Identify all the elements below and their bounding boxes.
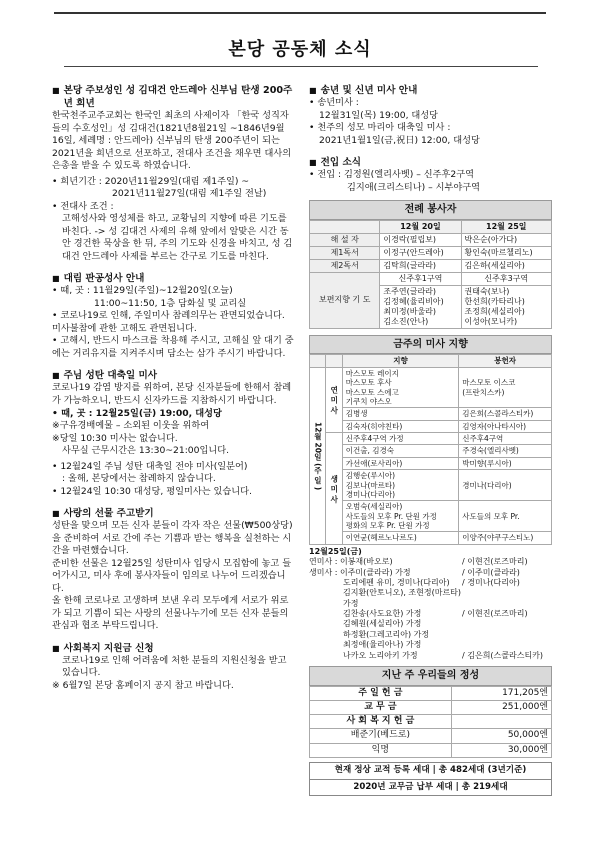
paragraph: 성탄을 맞으며 모든 신자 분들이 각자 작은 선물(₩500상당)을 준비하여 서로 간에 주는 기쁨과 받는 행복을 실천하는 시간을 마련했습니다. xyxy=(52,520,293,557)
intention-text: 오범숙(세실리아) 사도들의 모후 Pr. 단원 가정 평화의 모후 Pr. 단원 가정 xyxy=(342,501,459,532)
offerer: 김영자(아나타시아) xyxy=(459,420,552,432)
intention-text: 생미사 : 이주미(클라라) 가정 xyxy=(309,567,411,577)
intention-text: 신주후4구역 가정 xyxy=(342,433,459,445)
group-label: 신주후3구역 xyxy=(461,272,551,285)
section-confession xyxy=(52,272,294,360)
offerer xyxy=(462,630,552,640)
volunteer-name: 조정희(세실리아) xyxy=(464,306,525,316)
volunteer-name: 이경락(필립보) xyxy=(380,233,461,246)
title-divider xyxy=(64,66,538,67)
square-bullet-icon: ■ xyxy=(52,509,60,519)
line: 12월31일(목) 19:00, 대성당 xyxy=(319,109,439,121)
left-column xyxy=(52,84,294,701)
jubilee-period-end: 2021년11월27일(대림 제1주일 전날) xyxy=(112,188,267,200)
section-year-end-mass xyxy=(309,84,552,147)
offerer: / 이주미(클라라) xyxy=(462,567,520,577)
section-transfer-in xyxy=(309,156,552,194)
tithe-households: 2020년 교무금 납부 세대 | 총 219세대 xyxy=(309,780,552,797)
offerer: 이양주(야쿠구스티노) xyxy=(459,532,552,544)
line: • 12월24일 주님 성탄 대축일 전야 미사(일분어) xyxy=(52,460,248,472)
offerer: 경미나(다리아) xyxy=(459,470,552,501)
section-christmas-mass xyxy=(52,369,294,498)
offering-amount: 171,205엔 xyxy=(451,686,551,700)
offerer: / 이현진(로즈마리) xyxy=(462,609,528,619)
paragraph: 한국천주교주교회는 한국인 최초의 사제이자 「한국 성직자들의 수호성인」성 김대건(1821년8월21일 ~1846년9월16일, 세례명 : 안드레아) 신부님의 탄생 200주년이 되는 2021년을 희년으로 선포하고, 전대사 조건을 채우면 대사의 은총을 받을 수 있도록 하였습니다. xyxy=(52,110,292,172)
christmas-mass-time: • 때, 곳 : 12월25일(금) 19:00, 대성당 xyxy=(52,407,222,419)
indulgence-condition-label: • 전대사 조건 : xyxy=(52,200,114,212)
square-bullet-icon: ■ xyxy=(52,371,60,381)
line: : 올해, 본당에서는 참례하지 않습니다. xyxy=(62,473,216,485)
volunteer-name: 조주연(글라라) xyxy=(383,286,437,296)
line: 2021년1월1일(금,祝日) 12:00, 대성당 xyxy=(319,134,480,146)
offerer: / 이현건(로즈마리) xyxy=(462,557,528,567)
volunteer-name: 한선희(카타리나) xyxy=(464,296,525,306)
volunteer-name: 박은순(아가다) xyxy=(461,233,551,246)
volunteer-name: 김소진(안나) xyxy=(383,316,429,326)
role-label: 해 설 자 xyxy=(310,233,380,246)
christmas-intentions xyxy=(309,547,552,661)
living-mass-label: 생 미 사 xyxy=(326,433,342,545)
intention-text: 김혜원(세실리아) 가정 xyxy=(343,619,422,629)
offering-table xyxy=(309,686,552,758)
section-heading: 사랑의 선물 주고받기 xyxy=(63,508,154,520)
section-heading: 주님 성탄 대축일 미사 xyxy=(63,370,157,382)
offerer xyxy=(462,640,552,650)
offerer: 사도들의 모후 Pr. xyxy=(459,501,552,532)
intention-text: 이건출, 김경숙 xyxy=(342,445,459,457)
volunteer-name: 이정구(안드레아) xyxy=(380,246,461,259)
jubilee-period: • 희년기간 : 2020년11월29일(대림 제1주일) ~ xyxy=(52,175,250,187)
section-heading: 대림 판공성사 안내 xyxy=(63,273,145,285)
volunteer-name: 김정혜(율리비아) xyxy=(383,296,444,306)
intention-text: 김찬송(사도요한) 가정 xyxy=(343,609,422,619)
offering-label: 사 회 복 지 헌 금 xyxy=(310,715,452,729)
volunteers-table xyxy=(309,220,552,329)
donor-name: 배준기(베드로) xyxy=(310,729,452,743)
volunteer-name: 김탁희(글라라) xyxy=(380,259,461,272)
intentions-table xyxy=(309,354,552,544)
volunteer-name: 권태숙(보나) xyxy=(464,286,510,296)
volunteers-title: 전례 봉사자 xyxy=(309,200,552,220)
section-heading: 본당 주보성인 성 김대건 안드레아 신부님 탄생 200주년 희년 xyxy=(63,85,293,110)
offering-title: 지난 주 우리들의 정성 xyxy=(309,666,552,686)
offerer xyxy=(462,619,552,629)
intentions-title: 금주의 미사 지향 xyxy=(309,335,552,355)
column-header: 봉헌자 xyxy=(459,355,552,367)
intention-text: 이연균(헤르노나르도) xyxy=(342,532,459,544)
line: • 때, 곳 : 11월29일(주일)~12월20일(오늘) xyxy=(52,285,233,297)
requiem-label: 연 미 사 xyxy=(326,367,342,432)
offerer xyxy=(469,588,552,609)
group-label: 신주후1구역 xyxy=(380,272,461,285)
square-bullet-icon: ■ xyxy=(52,86,60,95)
offering-label: 주 일 헌 금 xyxy=(310,686,452,700)
offerer: / 김은희(스콜라스티카) xyxy=(462,650,544,660)
intention-text: 김행순(루시아) 김보나(마르타) 경미나(다리아) xyxy=(342,470,459,501)
intention-text: 김지환(안토니오), 조현정(마르타) 가정 xyxy=(343,588,462,608)
square-bullet-icon: ■ xyxy=(309,86,317,95)
offering-amount: 30,000엔 xyxy=(451,743,551,757)
note: ※구유경배예물 – 소외된 이웃을 위하여 xyxy=(52,420,210,432)
page-title: 본당 공동체 소식 xyxy=(228,39,372,60)
day-label: 12월 20일 (주 일 ) xyxy=(310,367,326,544)
volunteer-name: 김은하(세실리아) xyxy=(461,259,551,272)
line: • 12월24일 10:30 대성당, 평일미사는 있습니다. xyxy=(52,485,252,497)
offering-label: 교 무 금 xyxy=(310,700,452,714)
offerer: 김은희(스콜라스티카) xyxy=(459,408,552,420)
offerer: 주경숙(엘리사벳) xyxy=(459,445,552,457)
note: ※ 6월7일 본당 홈페이지 공지 참고 바랍니다. xyxy=(52,679,234,691)
offering-amount: 251,000엔 xyxy=(451,700,551,714)
line: • 천주의 성모 마리아 대축일 미사 : xyxy=(309,122,451,134)
square-bullet-icon: ■ xyxy=(52,274,60,284)
paragraph: 준비한 선물은 12월25일 성탄미사 입당시 모집함에 놓고 들어가시고, 미사 후에 봉사자들이 임의로 나누어 드리겠습니다. xyxy=(52,557,292,594)
donor-name: 익명 xyxy=(310,743,452,757)
volunteer-name: 이성아(모니카) xyxy=(464,316,518,326)
christmas-intentions-title: 12월25일(금) xyxy=(309,546,362,556)
section-jubilee xyxy=(52,84,294,263)
date-header: 12월 25일 xyxy=(461,220,551,233)
section-heading: 사회복지 지원금 신청 xyxy=(63,642,154,654)
intention-text: 최정애(율리아나) 가정 xyxy=(343,640,422,650)
line: • 코로나19로 인해, 주일미사 참례의무는 관면되었습니다. 미사불참에 관한 고해도 관면됩니다. xyxy=(52,310,285,334)
offerer: 신주후4구역 xyxy=(459,433,552,445)
intention-text: 김병생 xyxy=(342,408,459,420)
intention-text: 김숙자(히야친타) xyxy=(342,420,459,432)
offering-amount: 50,000엔 xyxy=(451,729,551,743)
role-label: 제1독서 xyxy=(310,246,380,259)
paragraph: 올 한해 코로나로 고생하며 보낸 우리 모두에게 서로가 위로가 되고 기쁨이 되는 사랑의 선물나누기에 모든 신자 분들의 관심과 협조 부탁드립니다. xyxy=(52,595,289,632)
top-divider xyxy=(54,12,546,14)
intention-text: 도리에펜 유미, 경미나(다리아) xyxy=(343,577,450,587)
indulgence-condition-text: 고해성사와 영성체를 하고, 교황님의 지향에 따른 기도를 바친다. -> 성 김대건 사제의 유해 앞에서 알맞은 시간 동안 경건한 묵상을 한 뒤, 주의 기도와 신경을 바치고, 성 김대건 안드레아 사제를 부르는 간구로 기도를 마친다. xyxy=(62,213,293,262)
offerer: 마스모토 이스코 (프란치스카) xyxy=(459,367,552,408)
section-heading: 송년 및 신년 미사 안내 xyxy=(320,85,418,96)
section-welfare-fund xyxy=(52,642,294,693)
line: • 송년미사 : xyxy=(309,97,359,109)
paragraph: 코로나19로 인해 어려움에 처한 분들의 지원신청을 받고 있습니다. xyxy=(62,654,287,679)
intention-text: 마스모토 레이지 마스모토 후사 마스모토 스에고 기쿠치 야스오 xyxy=(342,367,459,408)
section-heading: 전입 소식 xyxy=(320,157,361,169)
square-bullet-icon: ■ xyxy=(52,643,60,653)
role-label: 보편지향 기 도 xyxy=(310,272,380,328)
intention-text: 나카오 노리아키 가정 xyxy=(343,650,418,660)
role-label: 제2독서 xyxy=(310,259,380,272)
intention-text: 하정환(그레고리아) 가정 xyxy=(343,629,430,639)
section-gift-exchange xyxy=(52,507,294,633)
note: 사무실 근무시간은 13:30~21:00입니다. xyxy=(62,445,230,457)
offerer: / 경미나(다리아) xyxy=(462,577,520,587)
line: • 고해시, 반드시 마스크를 착용해 주시고, 고해실 앞 대기 중에는 거리유지를 지켜주시며 담소는 삼가 주시기 바랍니다. xyxy=(52,335,294,359)
line: 김지애(크리스티나) – 시부야구역 xyxy=(347,181,480,193)
volunteer-name: 최미정(바울라) xyxy=(383,306,437,316)
intention-text: 가선애(로사리아) xyxy=(342,457,459,469)
volunteer-name: 황인숙(마르첼리노) xyxy=(461,246,551,259)
intention-text: 연미사 : 이봉재(바오로) xyxy=(309,557,393,567)
note: ※당일 10:30 미사는 없습니다. xyxy=(52,432,178,444)
right-column xyxy=(309,84,552,796)
date-header: 12월 20일 xyxy=(380,220,461,233)
line: • 전입 : 김정원(엘리사벳) – 신주후2구역 xyxy=(309,169,474,181)
line: 11:00~11:50, 1층 담화실 및 교리실 xyxy=(94,297,247,309)
column-header: 지향 xyxy=(342,355,459,367)
registered-households: 현재 정상 교적 등록 세대 | 총 482세대 (3년기준) xyxy=(309,762,552,780)
square-bullet-icon: ■ xyxy=(309,158,317,168)
offerer: 박미향(루시아) xyxy=(459,457,552,469)
paragraph: 코로나19 감염 방지를 위하여, 본당 신자분들에 한해서 참례가 가능하오니, 반드시 신자카드를 지참하시기 바랍니다. xyxy=(52,382,292,406)
